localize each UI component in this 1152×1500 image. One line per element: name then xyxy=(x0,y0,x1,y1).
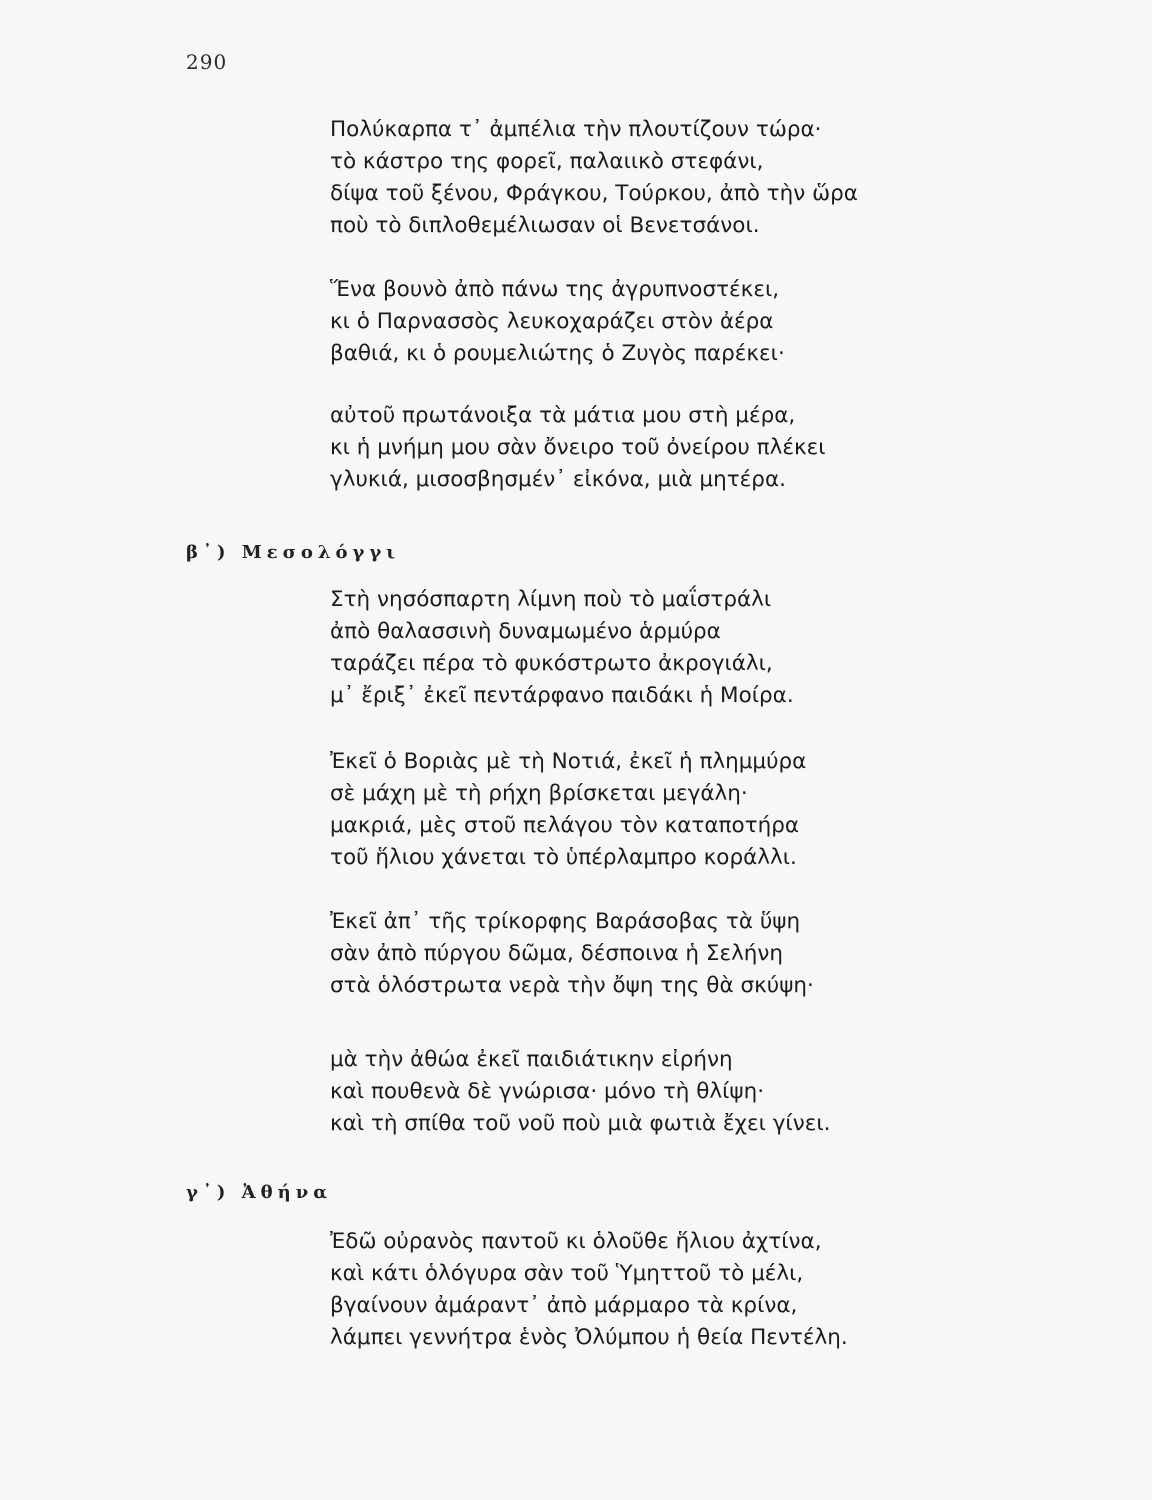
poem-line: Ἕνα βουνὸ ἀπὸ πάνω της ἀγρυπνοστέκει, xyxy=(330,277,780,302)
poem-line: κι ὁ Παρνασσὸς λευκοχαράζει στὸν ἀέρα xyxy=(330,309,774,334)
poem-stanza xyxy=(330,400,826,496)
poem-stanza xyxy=(330,1226,848,1354)
poem-line: καὶ πουθενὰ δὲ γνώρισα· μόνο τὴ θλίψη· xyxy=(330,1079,765,1104)
poem-stanza xyxy=(330,746,806,874)
poem-line: Ἐκεῖ ὁ Βοριὰς μὲ τὴ Νοτιά, ἐκεῖ ἡ πλημμύρα xyxy=(330,749,807,774)
poem-stanza xyxy=(330,114,858,242)
poem-line: μ᾿ ἔριξ᾿ ἐκεῖ πεντάρφανο παιδάκι ἡ Μοίρα. xyxy=(330,683,794,708)
poem-line: Ἐδῶ οὐρανὸς παντοῦ κι ὁλοῦθε ἥλιου ἀχτίνα, xyxy=(330,1229,822,1254)
poem-line: βαθιά, κι ὁ ρουμελιώτης ὁ Ζυγὸς παρέκει· xyxy=(330,341,785,366)
poem-line: δίψα τοῦ ξένου, Φράγκου, Τούρκου, ἀπὸ τὴν ὥρα xyxy=(330,181,858,206)
poem-line: μακριά, μὲς στοῦ πελάγου τὸν καταποτήρα xyxy=(330,813,800,838)
section-heading: β᾿) Μεσολόγγι xyxy=(186,542,400,563)
poem-line: τὸ κάστρο της φορεῖ, παλαιικὸ στεφάνι, xyxy=(330,149,764,174)
poem-line: καὶ κάτι ὁλόγυρα σὰν τοῦ Ὑμηττοῦ τὸ μέλι, xyxy=(330,1261,804,1286)
poem-line: Στὴ νησόσπαρτη λίμνη ποὺ τὸ μαΐστράλι xyxy=(330,587,772,612)
poem-line: γλυκιά, μισοσβησμέν᾿ εἰκόνα, μιὰ μητέρα. xyxy=(330,467,786,492)
poem-line: στὰ ὁλόστρωτα νερὰ τὴν ὄψη της θὰ σκύψη· xyxy=(330,973,814,998)
poem-line: Ἐκεῖ ἀπ᾿ τῆς τρίκορφης Βαράσοβας τὰ ὕψη xyxy=(330,909,801,934)
poem-line: βγαίνουν ἀμάραντ᾿ ἀπὸ μάρμαρο τὰ κρίνα, xyxy=(330,1293,798,1318)
poem-stanza xyxy=(330,274,785,370)
section-heading: γ᾿) Ἀθήνα xyxy=(186,1182,333,1203)
poem-line: κι ἡ μνήμη μου σὰν ὄνειρο τοῦ ὀνείρου πλέκει xyxy=(330,435,826,460)
poem-line: λάμπει γεννήτρα ἑνὸς Ὀλύμπου ἡ θεία Πεντέλη. xyxy=(330,1325,848,1350)
page-number: 290 xyxy=(186,50,228,74)
poem-line: μὰ τὴν ἀθώα ἐκεῖ παιδιάτικην εἰρήνη xyxy=(330,1047,733,1072)
poem-stanza xyxy=(330,906,814,1002)
poem-stanza xyxy=(330,1044,830,1140)
poem-stanza xyxy=(330,584,794,712)
poem-line: αὐτοῦ πρωτάνοιξα τὰ μάτια μου στὴ μέρα, xyxy=(330,403,796,428)
poem-line: ταράζει πέρα τὸ φυκόστρωτο ἀκρογιάλι, xyxy=(330,651,773,676)
poem-line: καὶ τὴ σπίθα τοῦ νοῦ ποὺ μιὰ φωτιὰ ἔχει γίνει. xyxy=(330,1111,831,1136)
poem-line: Πολύκαρπα τ᾿ ἀμπέλια τὴν πλουτίζουν τώρα· xyxy=(330,117,822,142)
poem-line: σὰν ἀπὸ πύργου δῶμα, δέσποινα ἡ Σελήνη xyxy=(330,941,784,966)
poem-line: σὲ μάχη μὲ τὴ ρήχη βρίσκεται μεγάλη· xyxy=(330,781,748,806)
poem-line: τοῦ ἥλιου χάνεται τὸ ὑπέρλαμπρο κοράλλι. xyxy=(330,845,797,870)
poem-line: ἀπὸ θαλασσινὴ δυναμωμένο ἁρμύρα xyxy=(330,619,721,644)
poem-line: ποὺ τὸ διπλοθεμέλιωσαν οἱ Βενετσάνοι. xyxy=(330,213,760,238)
